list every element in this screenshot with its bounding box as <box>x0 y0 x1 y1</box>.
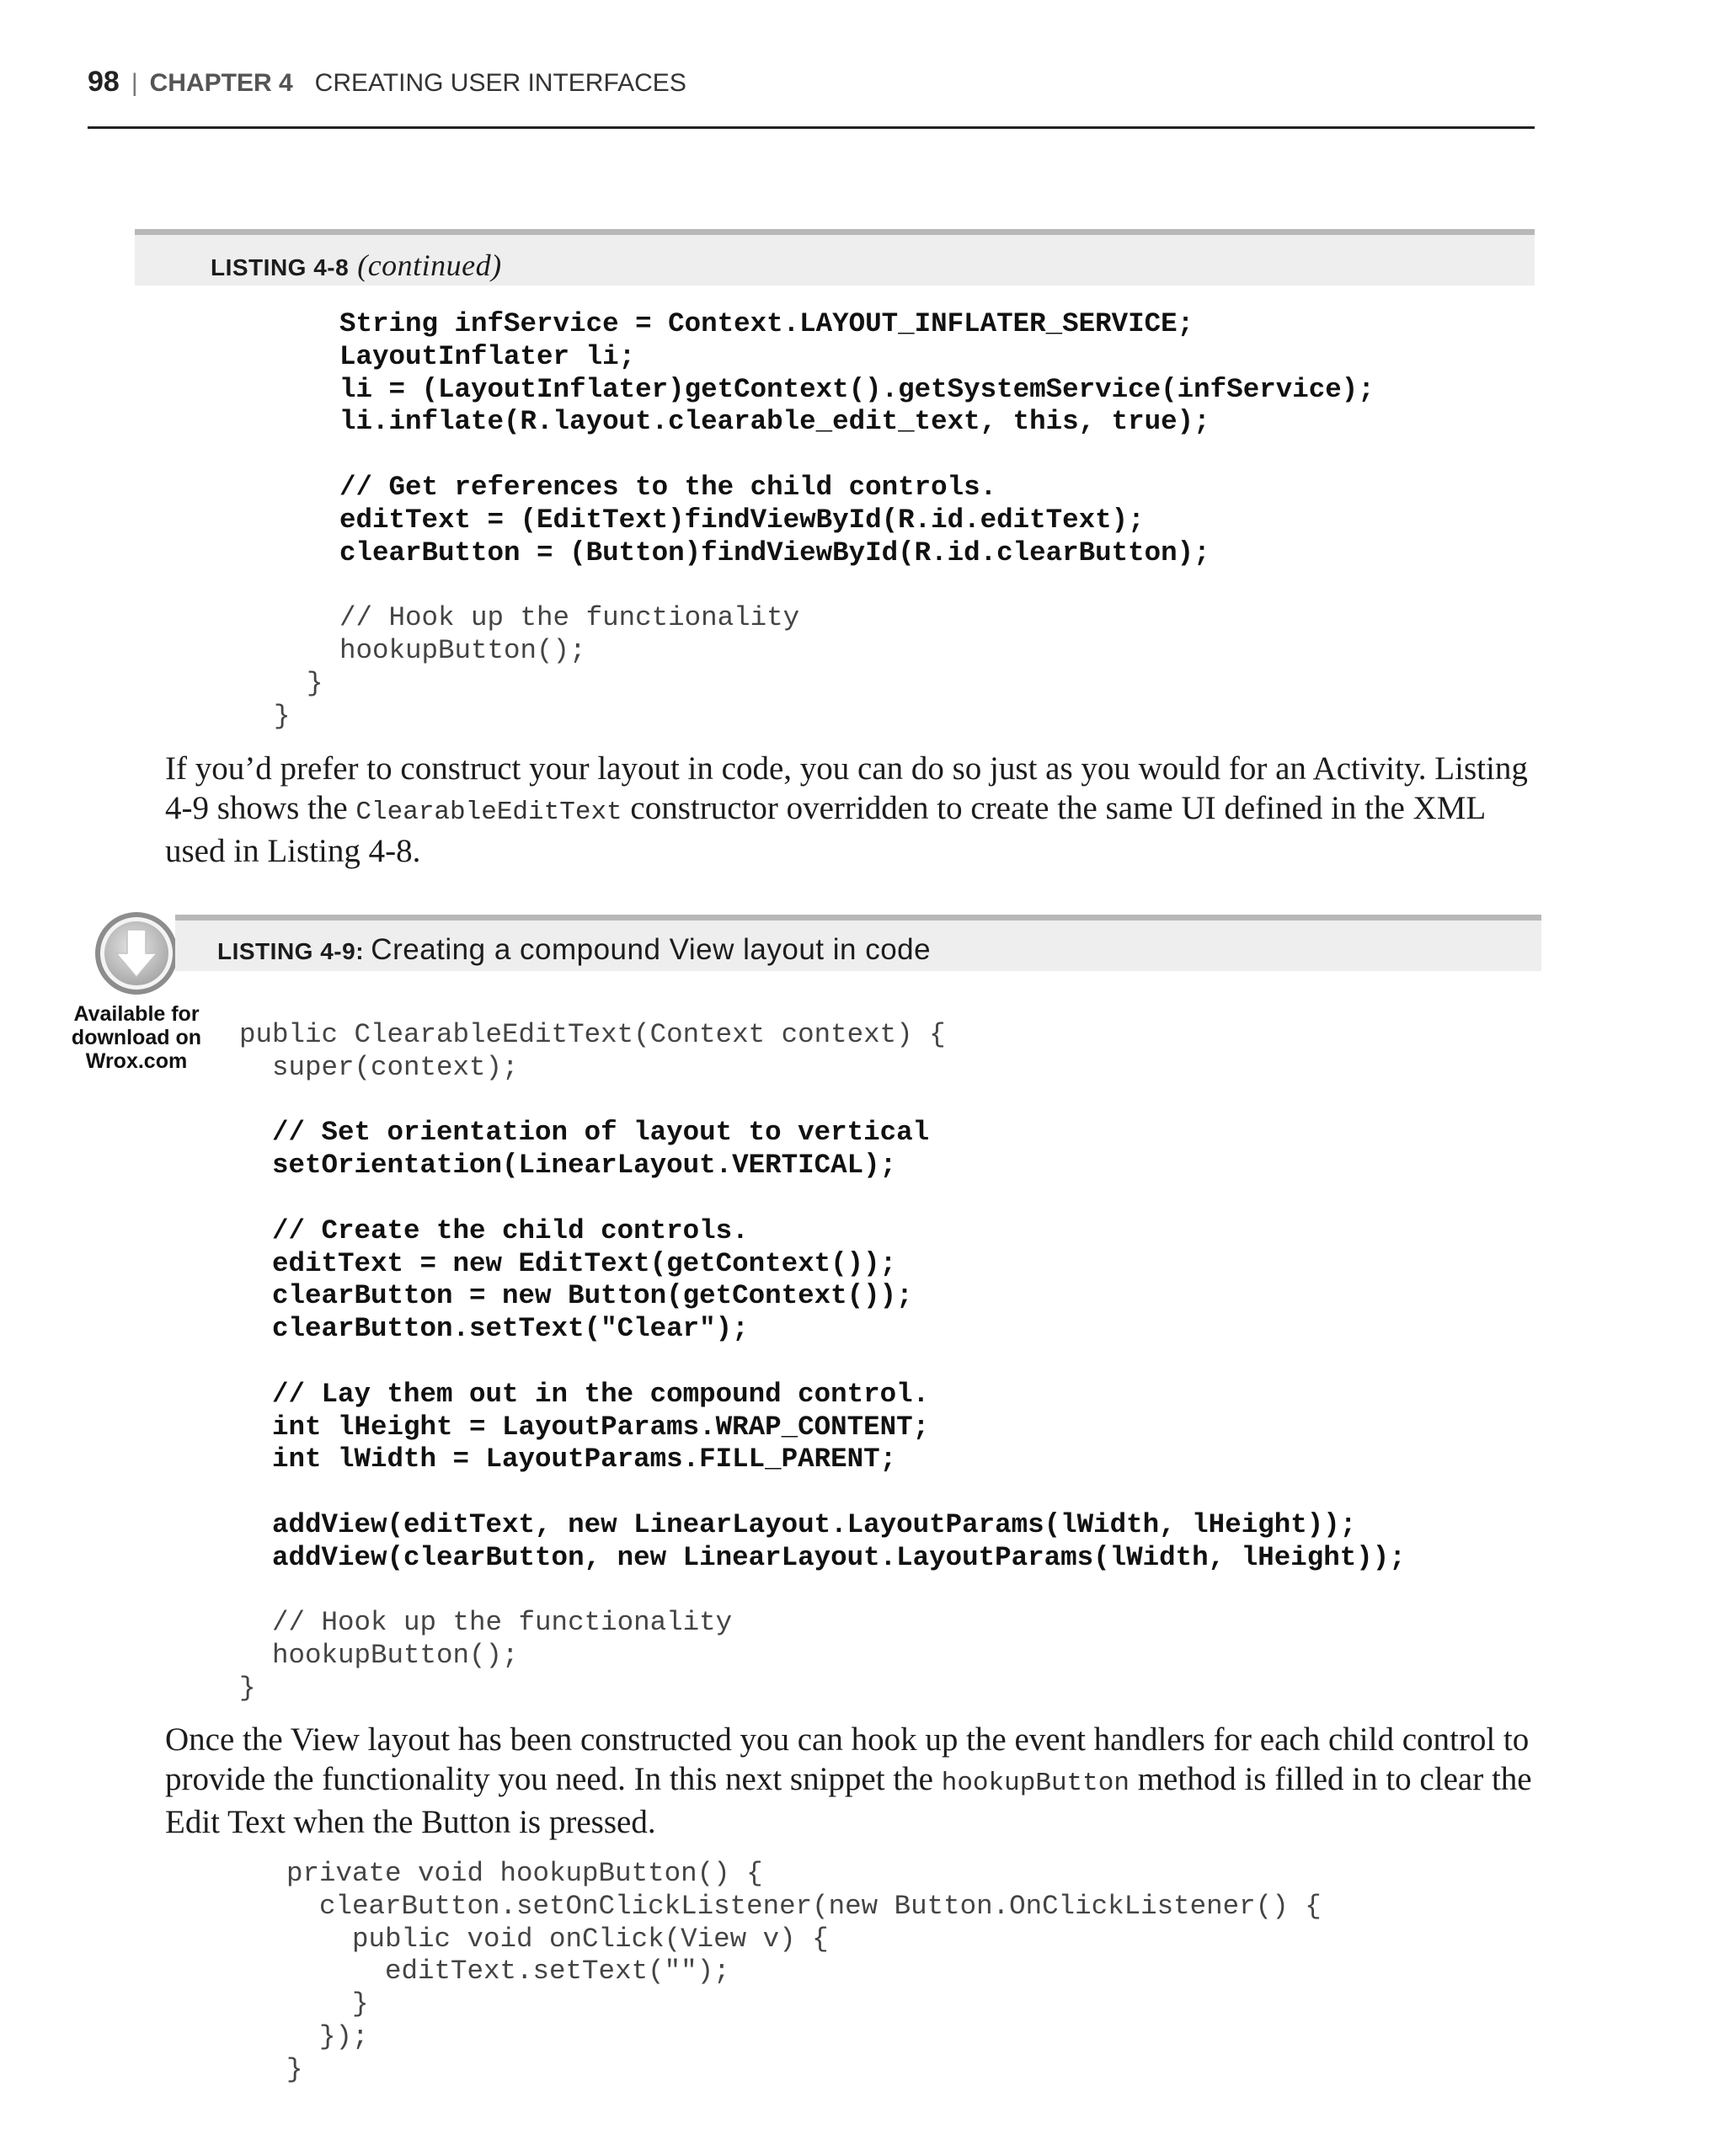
body-paragraph-2 <box>165 1721 1546 1843</box>
code-line: hookupButton(); <box>241 634 586 666</box>
code-line: // Set orientation of layout to vertical <box>239 1117 930 1149</box>
download-text-line-2: download on <box>71 1026 202 1049</box>
download-text-line-3: Wrox.com <box>85 1049 188 1073</box>
download-text-line-1: Available for <box>73 1002 200 1026</box>
code-line: li.inflate(R.layout.clearable_edit_text, this, true); <box>241 406 1210 438</box>
code-line: } <box>239 1672 256 1704</box>
code-line: public ClearableEditText(Context context) { <box>239 1019 946 1050</box>
code-line: } <box>241 667 323 699</box>
code-line: } <box>286 2053 303 2085</box>
listing-4-9-caption-bar <box>175 915 1541 971</box>
code-line: addView(editText, new LinearLayout.LayoutParams(lWidth, lHeight)); <box>239 1508 1357 1540</box>
code-line: int lHeight = LayoutParams.WRAP_CONTENT; <box>239 1411 930 1443</box>
listing-4-9-caption <box>217 933 931 967</box>
download-arrow-icon <box>93 910 180 997</box>
listing-4-9-code <box>239 1019 1406 1705</box>
code-line: } <box>241 700 291 732</box>
chapter-title: CREATING USER INTERFACES <box>314 69 686 97</box>
code-line: hookupButton(); <box>239 1640 519 1672</box>
listing-4-8-code <box>241 308 1375 733</box>
code-line: clearButton.setOnClickListener(new Button.OnClickListener() { <box>286 1890 1322 1922</box>
code-line: // Lay them out in the compound control. <box>239 1378 930 1410</box>
code-line: // Hook up the functionality <box>241 602 800 634</box>
code-line: // Get references to the child controls. <box>241 471 997 503</box>
code-line: // Hook up the functionality <box>239 1607 733 1639</box>
running-head <box>88 66 1528 99</box>
code-line: public void onClick(View v) { <box>286 1923 829 1955</box>
listing-4-8-label: LISTING 4-8 <box>211 254 350 280</box>
code-line: super(context); <box>239 1051 519 1083</box>
hookup-button-snippet-code <box>286 1858 1322 2087</box>
listing-4-8-caption-bar <box>135 229 1535 286</box>
code-line: } <box>286 1988 369 2020</box>
header-separator: | <box>131 69 138 97</box>
code-line: }); <box>286 2020 369 2052</box>
listing-4-9-title: Creating a compound View layout in code <box>371 933 932 966</box>
code-line: setOrientation(LinearLayout.VERTICAL); <box>239 1150 897 1182</box>
chapter-label: CHAPTER 4 <box>149 69 293 97</box>
code-line: int lWidth = LayoutParams.FILL_PARENT; <box>239 1444 897 1476</box>
code-line: // Create the child controls. <box>239 1214 749 1246</box>
code-line: LayoutInflater li; <box>241 340 636 372</box>
paragraph-1-text-a: If you’d prefer to construct your layout in code, you can do so just as you would for an Activity. Listing 4-9 shows the <box>165 750 1528 826</box>
paragraph-2-text-a: Once the View layout has been constructed you can hook up the event handlers for each child control to provide the functionality you need. In this next snippet the <box>165 1721 1530 1797</box>
paragraph-2-text-b: method is filled in to clear the Edit Text when the Button is pressed. <box>165 1760 1532 1840</box>
listing-4-9-label: LISTING 4-9: <box>217 938 365 964</box>
paragraph-1-inline-code: ClearableEditText <box>355 797 622 827</box>
code-line: private void hookupButton() { <box>286 1858 763 1889</box>
paragraph-2-inline-code: hookupButton <box>941 1768 1130 1798</box>
code-line: clearButton.setText("Clear"); <box>239 1313 749 1345</box>
code-line: addView(clearButton, new LinearLayout.LayoutParams(lWidth, lHeight)); <box>239 1541 1406 1573</box>
code-line: clearButton = (Button)findViewById(R.id.clearButton); <box>241 536 1210 568</box>
listing-4-8-subtitle: (continued) <box>357 248 502 282</box>
code-line: String infService = Context.LAYOUT_INFLATER_SERVICE; <box>241 308 1194 339</box>
page-number: 98 <box>88 66 120 98</box>
paragraph-1-text-b: constructor overridden to create the same UI defined in the XML used in Listing 4-8. <box>165 789 1485 869</box>
code-line: editText = new EditText(getContext()); <box>239 1247 897 1279</box>
code-line: editText.setText(""); <box>286 1956 730 1988</box>
body-paragraph-1 <box>165 750 1546 872</box>
listing-4-8-caption <box>211 248 502 283</box>
download-badge-text <box>69 1002 204 1073</box>
code-line: li = (LayoutInflater)getContext().getSystemService(infService); <box>241 373 1375 405</box>
header-rule <box>88 126 1535 129</box>
code-line: editText = (EditText)findViewById(R.id.editText); <box>241 504 1145 536</box>
code-line: clearButton = new Button(getContext()); <box>239 1280 913 1312</box>
